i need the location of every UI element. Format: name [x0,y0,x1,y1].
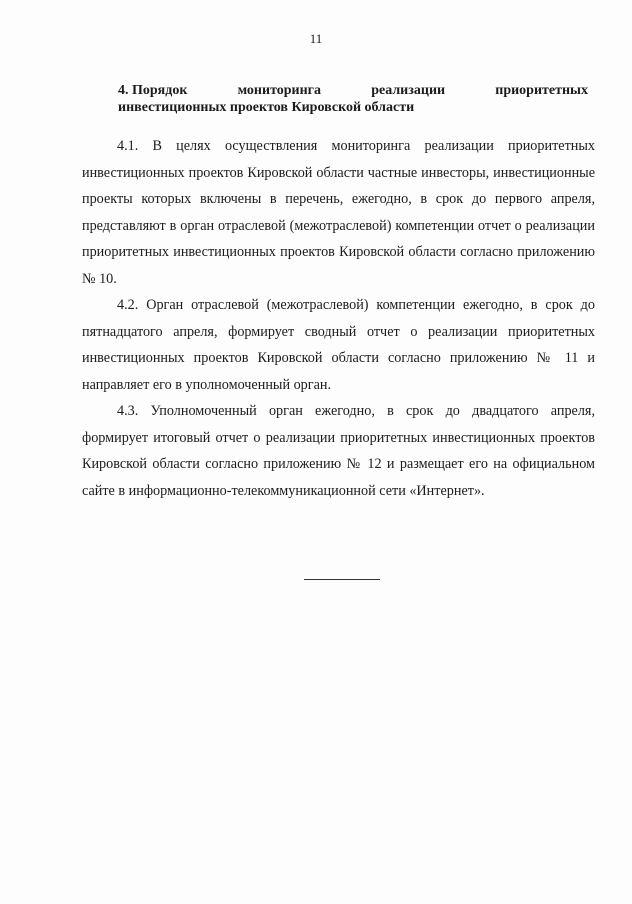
heading-word: приоритетных [495,83,588,98]
paragraph-4-2: 4.2. Орган отраслевой (межотраслевой) компетенции ежегодно, в срок до пятнадцатого апреля, формирует сводный отчет о реализации приоритетных инвестиционных проектов Кировской области согласно приложению № 11 и направляет его в уполномоченный орган. [82,297,595,393]
heading-word: мониторинга [237,83,322,98]
section-heading-line-2: инвестиционных проектов Кировской области [118,100,415,115]
section-heading-line-1 [118,82,588,99]
heading-word: 4. Порядок [118,83,188,98]
paragraph-4-1: 4.1. В целях осуществления мониторинга реализации приоритетных инвестиционных проектов Кировской области частные инвесторы, инвестиционные проекты которых включены в перечень, ежегодно, в срок до первого апреля, представляют в орган отраслевой (межотраслевой) компетенции отчет о реализации приоритетных инвестиционных проектов Кировской области согласно приложению № 10. [82,138,595,287]
page-number: 11 [309,31,323,46]
section-body [82,133,595,504]
end-separator-line [304,579,380,580]
paragraph-4-3: 4.3. Уполномоченный орган ежегодно, в срок до двадцатого апреля, формирует итоговый отчет о реализации приоритетных инвестиционных проектов Кировской области согласно приложению № 12 и размещает его на официальном сайте в информационно-телекоммуникационной сети «Интернет». [82,403,595,499]
heading-word: реализации [371,83,446,98]
